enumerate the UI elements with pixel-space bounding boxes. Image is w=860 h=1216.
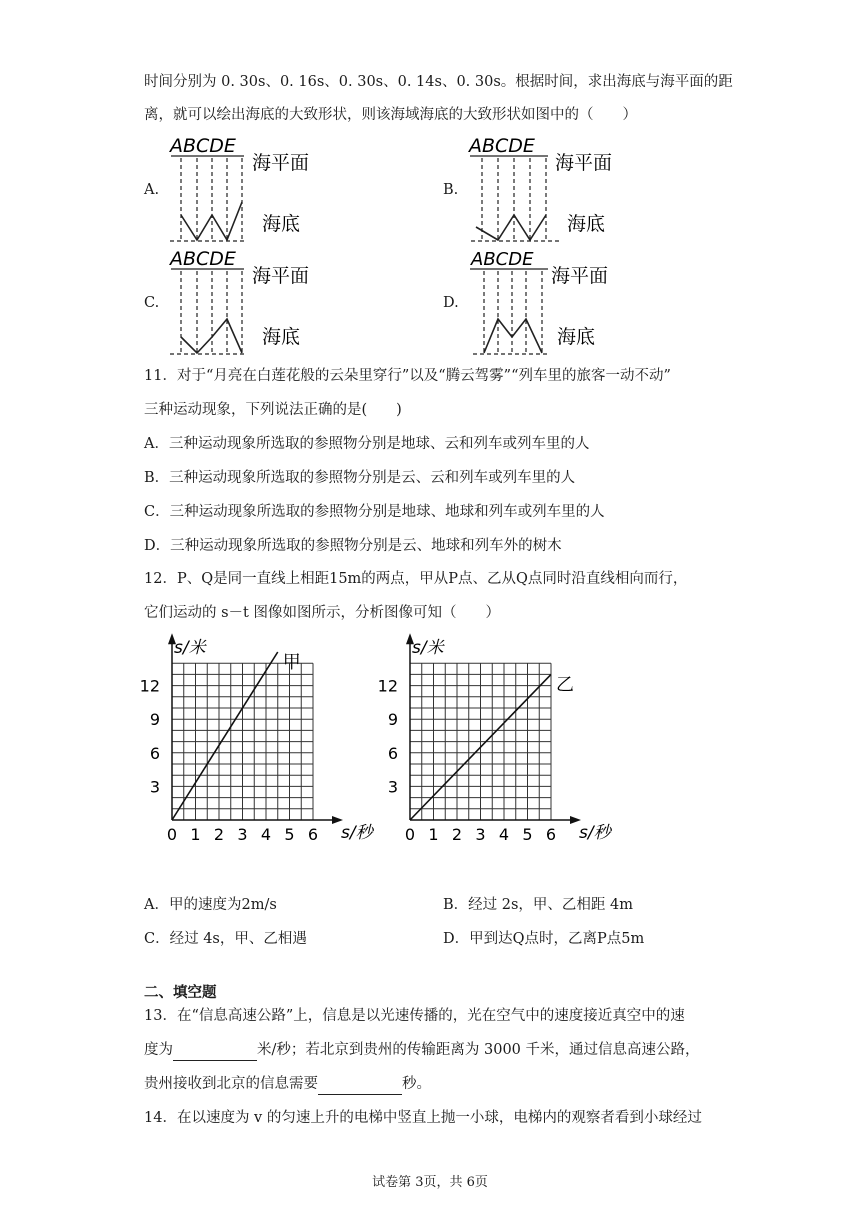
q10-option-a [144,132,324,251]
x-tick-label: 1 [190,825,201,844]
option-label: B. [443,182,459,198]
x-tick-label: 3 [237,825,248,844]
x-axis-label: s/秒 [341,823,373,843]
series-label: 乙 [556,674,574,696]
y-tick-label: 6 [149,743,160,763]
seabed-diagram-c [144,245,324,360]
y-tick-label: 12 [140,676,160,696]
page-footer: 试卷第 3页，共 6页 [372,1175,488,1190]
y-tick-label: 9 [149,710,160,730]
answer-blank-1[interactable] [173,1040,257,1061]
q12-option-b: B．经过 2s，甲、乙相距 4m [443,897,634,913]
x-tick-label: 5 [284,825,295,844]
sea-surface-label: 海平面 [555,152,613,174]
q13-text-a: 度为 [144,1042,173,1058]
q12-stem-1: 12．P、Q是同一直线上相距15m的两点，甲从P点、乙从Q点同时沿直线相向而行， [144,571,688,587]
q13-line-2 [144,1040,700,1061]
y-tick-label: 6 [387,743,398,763]
q13-line-1: 13．在“信息高速公路”上，信息是以光速传播的，光在空气中的速度接近真空中的速 [144,1008,685,1024]
q11-option-a: A．三种运动现象所选取的参照物分别是地球、云和列车或列车里的人 [144,436,590,452]
intro-line-2: 离，就可以绘出海底的大致形状，则该海域海底的大致形状如图中的（ ） [144,107,637,123]
seabed-label: 海底 [567,213,606,235]
q11-option-b: B．三种运动现象所选取的参照物分别是云、云和列车或列车里的人 [144,470,576,486]
option-label: A. [144,182,160,198]
q10-option-d [443,245,633,364]
q13-text-b: 米/秒；若北京到贵州的传输距离为 3000 千米，通过信息高速公路， [257,1042,700,1058]
q11-option-c: C．三种运动现象所选取的参照物分别是地球、地球和列车或列车里的人 [144,504,605,520]
series-label: 甲 [282,652,301,673]
q12-stem-2: 它们运动的 s－t 图像如图所示，分析图像可知（ ） [144,605,500,621]
x-tick-label: 6 [307,825,319,844]
seabed-diagram-d [443,245,633,360]
seabed-label: 海底 [262,326,301,348]
x-tick-label: 4 [498,825,510,844]
q12-option-a: A．甲的速度为2m/s [144,897,277,913]
y-tick-label: 3 [387,777,398,797]
x-axis-label: s/秒 [579,823,611,843]
q12-option-c: C．经过 4s，甲、乙相遇 [144,931,307,947]
x-tick-label: 0 [166,825,178,844]
seabed-label: 海底 [262,213,301,235]
q13-text-d: 秒。 [402,1076,431,1092]
q11-option-d: D．三种运动现象所选取的参照物分别是云、地球和列车外的树木 [144,538,562,554]
seabed-diagram-a [144,132,324,247]
sea-surface-label: 海平面 [252,152,310,174]
y-tick-label: 3 [149,777,160,797]
q11-stem-1: 11．对于“月亮在白莲花般的云朵里穿行”以及“腾云驾雾”“列车里的旅客一动不动” [144,368,671,384]
points-label: ABCDE [170,135,236,157]
q13-line-3 [144,1074,431,1095]
q10-option-c [144,245,324,364]
y-tick-label: 12 [378,676,398,696]
points-label: ABCDE [170,248,236,270]
x-tick-label: 0 [404,825,416,844]
jia-st-graph [140,630,380,850]
option-label: C. [144,295,160,311]
series-line [172,652,278,820]
x-tick-label: 2 [451,825,463,844]
y-tick-label: 9 [387,710,398,730]
yi-st-graph [378,630,618,850]
x-tick-label: 5 [522,825,533,844]
x-tick-label: 1 [428,825,439,844]
q10-option-b [443,132,633,251]
points-label: ABCDE [471,249,534,270]
q11-stem-2: 三种运动现象，下列说法正确的是( ) [144,402,402,418]
q13-text-c: 贵州接收到北京的信息需要 [144,1076,318,1092]
q12-option-d: D．甲到达Q点时，乙离P点5m [443,931,645,947]
section-title: 二、填空题 [144,984,217,1001]
sea-surface-label: 海平面 [252,265,310,287]
option-label: D. [443,295,459,311]
x-tick-label: 4 [260,825,272,844]
answer-blank-2[interactable] [318,1074,402,1095]
sea-surface-label: 海平面 [551,265,609,287]
x-tick-label: 2 [213,825,225,844]
seabed-label: 海底 [557,326,596,348]
seabed-diagram-b [443,132,633,247]
intro-line-1: 时间分别为 0. 30s、0. 16s、0. 30s、0. 14s、0. 30s。根据时间，求出海底与海平面的距 [144,74,733,90]
y-axis-label: s/米 [174,638,206,659]
x-tick-label: 6 [545,825,557,844]
points-label: ABCDE [469,135,535,157]
y-axis-label: s/米 [412,638,444,659]
q14-line-1: 14．在以速度为 v 的匀速上升的电梯中竖直上抛一小球，电梯内的观察者看到小球经过 [144,1110,702,1126]
x-tick-label: 3 [475,825,486,844]
